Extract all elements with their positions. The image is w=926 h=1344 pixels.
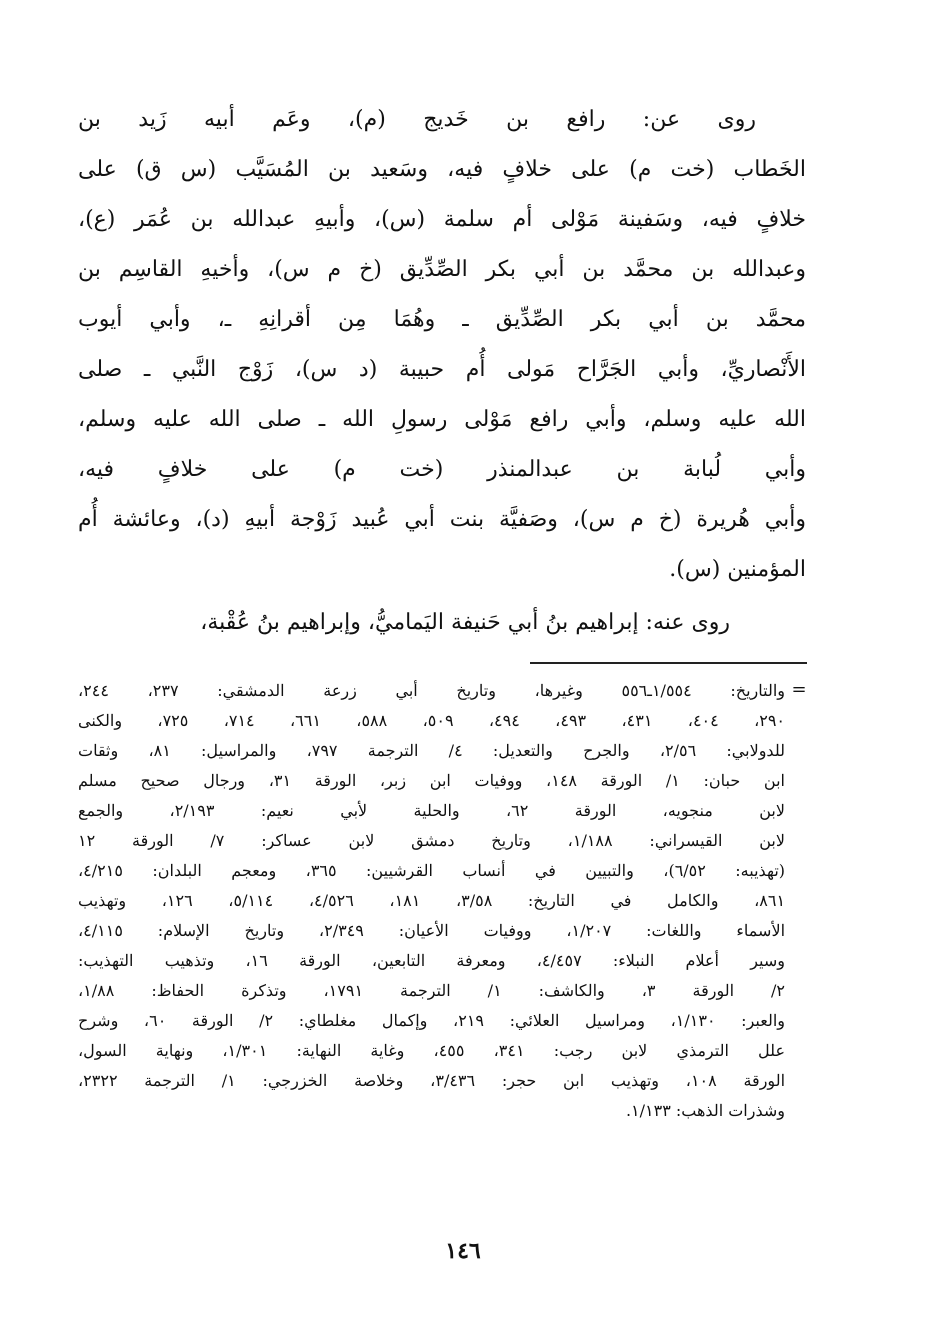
main-line-1: روى عن: رافع بن خَديج (م)، وعَم أبيه زَيد بن — [78, 107, 756, 132]
main-line-5: محمَّد بن أبي بكر الصِّدِّيق ـ وهُمَا مِن أقرانِهِ ـ، وأبي أيوب — [78, 307, 806, 332]
footnote-line: الأسماء واللغات: ١/٢٠٧، ووفيات الأعيان: ٢/٣٤٩، وتاريخ الإسلام: ٤/١١٥، — [78, 921, 785, 940]
footnote-line: لابن منجويه، الورقة ٦٢، والحلية لأبي نعيم: ٢/١٩٣، والجمع — [78, 801, 785, 820]
main-line-6: الأَنْصاريِّ، وأبي الجَرَّاح مَولى أُم حبيبة (د س)، زَوْج النَّبي ـ صلى — [78, 357, 806, 382]
footnote-line: والعبر: ١/١٣٠، ومراسيل العلائي: ٢١٩، وإكمال مغلطاي: ٢/ الورقة ٦٠، وشرح — [78, 1011, 785, 1030]
main-line-3: خلافٍ فيه، وسَفينة مَوْلى أم سلمة (س)، وأبيهِ عبدالله بن عُمَر (ع)، — [78, 207, 806, 232]
main-line-10: المؤمنين (س). — [669, 557, 806, 582]
footnote-line: علل الترمذي لابن رجب: ٣٤١، ٤٥٥، وغاية النهاية: ١/٣٠١، ونهاية السول، — [78, 1041, 785, 1060]
footnote-line: للدولابي: ٢/٥٦، والجرح والتعديل: ٤/ الترجمة ٧٩٧، والمراسيل: ٨١، وثقات — [78, 741, 785, 760]
footnote-line: والتاريخ: ١/٥٥٤ـ٥٥٦ وغيرها، وتاريخ أبي زرعة الدمشقي: ٢٣٧، ٢٤٤، — [78, 681, 785, 700]
para2-line: روى عنه: إبراهيم بنُ أبي حَنيفة اليَماميُّ، وإبراهيم بنُ عُقْبة، — [200, 610, 730, 635]
main-line-7: الله عليه وسلم، وأبي رافع مَوْلى رسولِ الله ـ صلى الله عليه وسلم، — [78, 407, 806, 432]
main-line-2: الخَطاب (خت م) على خلافٍ فيه، وسَعيد بن المُسَيَّب (س ق) على — [78, 157, 806, 182]
footnote-line: ٢٩٠، ٤٠٤، ٤٣١، ٤٩٣، ٤٩٤، ٥٠٩، ٥٨٨، ٦٦١، ٧١٤، ٧٢٥، والكنى — [78, 711, 785, 730]
footnote-separator — [530, 662, 807, 664]
footnote-line: ابن حبان: ١/ الورقة ١٤٨، ووفيات ابن زبر، الورقة ٣١، ورجال صحيح مسلم — [78, 771, 785, 790]
footnote-continuation-mark: = — [791, 679, 807, 700]
footnote-line: (تهذيبه: ٦/٥٢)، والتبيين في أنساب القرشيين: ٣٦٥، ومعجم البلدان: ٤/٢١٥، — [78, 861, 785, 880]
footnote-line: ٨٦١، والكامل في التاريخ: ٣/٥٨، ١٨١، ٤/٥٢٦، ٥/١١٤، ١٢٦، وتهذيب — [78, 891, 785, 910]
main-paragraph — [78, 95, 806, 595]
page-number: ١٤٦ — [445, 1238, 481, 1264]
footnote-line: لابن القيسراني: ١/١٨٨، وتاريخ دمشق لابن عساكر: ٧/ الورقة ١٢ — [78, 831, 785, 850]
footnote-line: وشذرات الذهب: ١/١٣٣. — [625, 1101, 785, 1120]
footnotes — [78, 676, 785, 1126]
footnote-line: الورقة ١٠٨، وتهذيب ابن حجر: ٣/٤٣٦، وخلاصة الخزرجي: ١/ الترجمة ٢٣٢٢، — [78, 1071, 785, 1090]
main-line-9: وأبي هُريرة (خ م س)، وصَفيَّة بنت أبي عُبيد زَوْجة أبيهِ (د)، وعائشة أُم — [78, 507, 806, 532]
footnote-line: ٢/ الورقة ٣، والكاشف: ١/ الترجمة ١٧٩١، وتذكرة الحفاظ: ١/٨٨، — [78, 981, 785, 1000]
narrators-from-him-paragraph — [78, 598, 806, 648]
main-line-8: وأبي لُبابة بن عبدالمنذر (خت م) على خلافٍ فيه، — [78, 457, 806, 482]
main-line-4: وعبدالله بن محمَّد بن أبي بكر الصِّدِّيق (خ م س)، وأخيهِ القاسِم بن — [78, 257, 806, 282]
footnote-line: وسير أعلام النبلاء: ٤/٤٥٧، ومعرفة التابعين، الورقة ١٦، وتذهيب التهذيب: — [78, 951, 785, 970]
